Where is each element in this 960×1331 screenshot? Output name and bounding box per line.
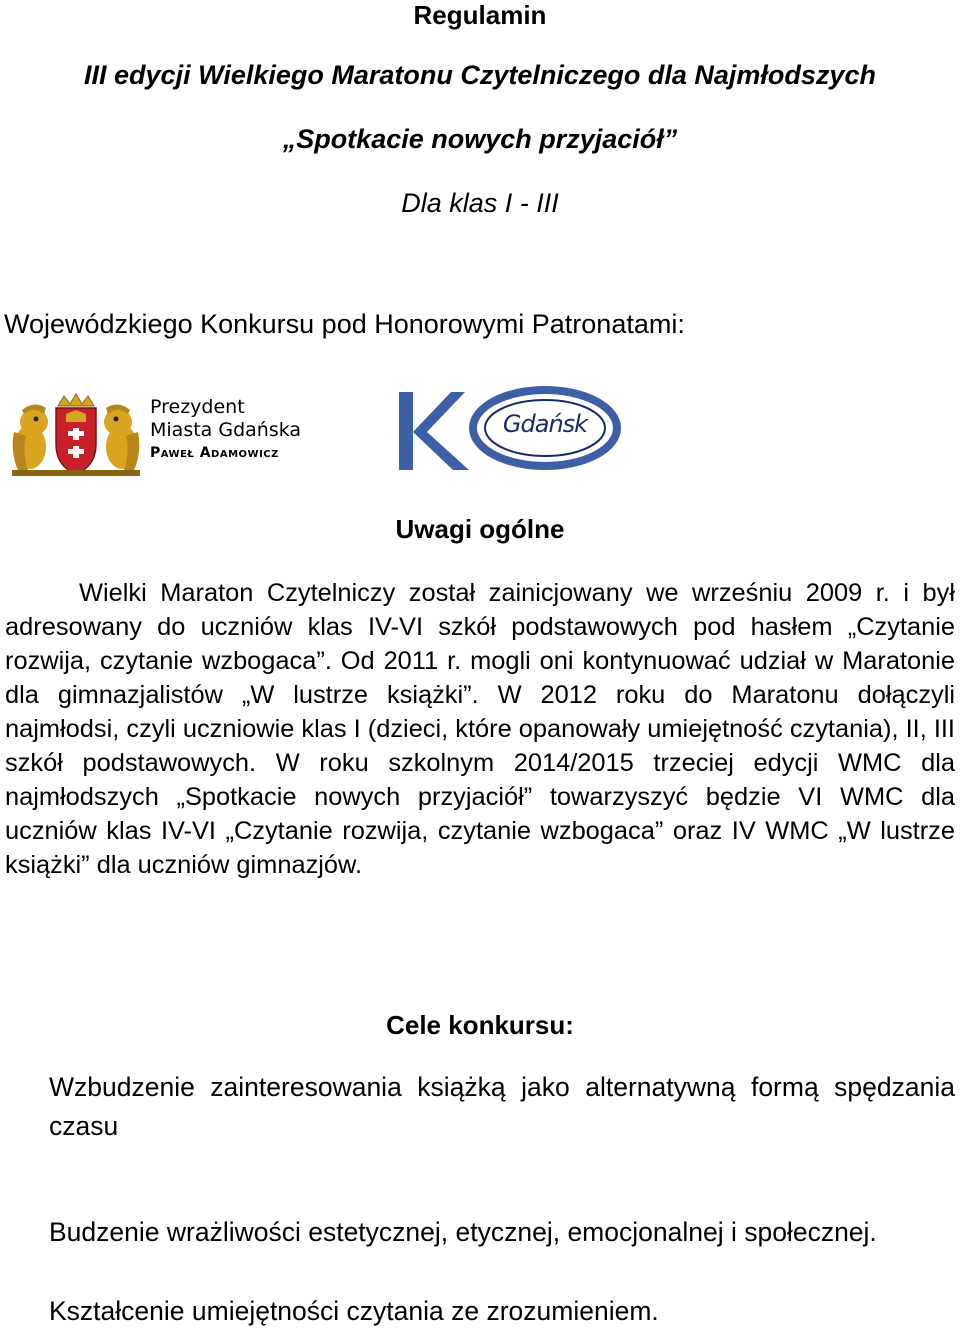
goal-item: Wzbudzenie zainteresowania książką jako alternatywną formą spędzania czasu <box>49 1072 955 1141</box>
ko-gdansk-logo <box>385 366 621 480</box>
president-logo-line2: Miasta Gdańska <box>150 419 302 441</box>
goal-item: Kształcenie umiejętności czytania ze zrozumieniem. <box>49 1296 659 1326</box>
document-motto: „Spotkacie nowych przyjaciół” <box>282 124 678 154</box>
right-lion-icon <box>104 404 139 470</box>
patronage-line: Wojewódzkiego Konkursu pod Honorowymi Patronatami: <box>4 309 685 339</box>
document-subtitle: III edycji Wielkiego Maratonu Czytelniczego dla Najmłodszych <box>84 60 876 90</box>
president-logo-line1: Prezydent <box>150 396 245 418</box>
president-logo <box>8 392 324 478</box>
section-heading-general: Uwagi ogólne <box>395 514 565 544</box>
goal-item: Budzenie wrażliwości estetycznej, etycznej, emocjonalnej i społecznej. <box>49 1217 877 1247</box>
document-classes: Dla klas I - III <box>401 188 559 218</box>
ko-logo-city: Gdańsk <box>502 410 588 438</box>
section-heading-goals: Cele konkursu: <box>386 1010 574 1040</box>
left-lion-icon <box>13 404 48 470</box>
document-title: Regulamin <box>413 0 547 30</box>
general-paragraph: Wielki Maraton Czytelniczy został zainicjowany we wrześniu 2009 r. i był adresowany do uczniów klas IV-VI szkół podstawowych pod hasłem „Czytanie rozwija, czytanie wzbogaca”. Od 2011 r. mogli oni kontynuować udział w Maratonie dla gimnazjalistów „W lustrze książki”. W 2012 roku do Maratonu dołączyli najmłodsi, czyli uczniowie klas I (dzieci, które opanowały umiejętność czytania), II, III szkół podstawowych. W roku szkolnym 2014/2015 trzeciej edycji WMC dla najmłodszych „Spotkacie nowych przyjaciół” towarzyszyć będzie VI WMC dla uczniów klas IV-VI „Czytanie rozwija, czytanie wzbogaca” oraz IV WMC „W lustrze książki” dla uczniów gimnazjów. <box>5 579 955 879</box>
president-logo-line3: Paweł Adamowicz <box>150 445 279 461</box>
